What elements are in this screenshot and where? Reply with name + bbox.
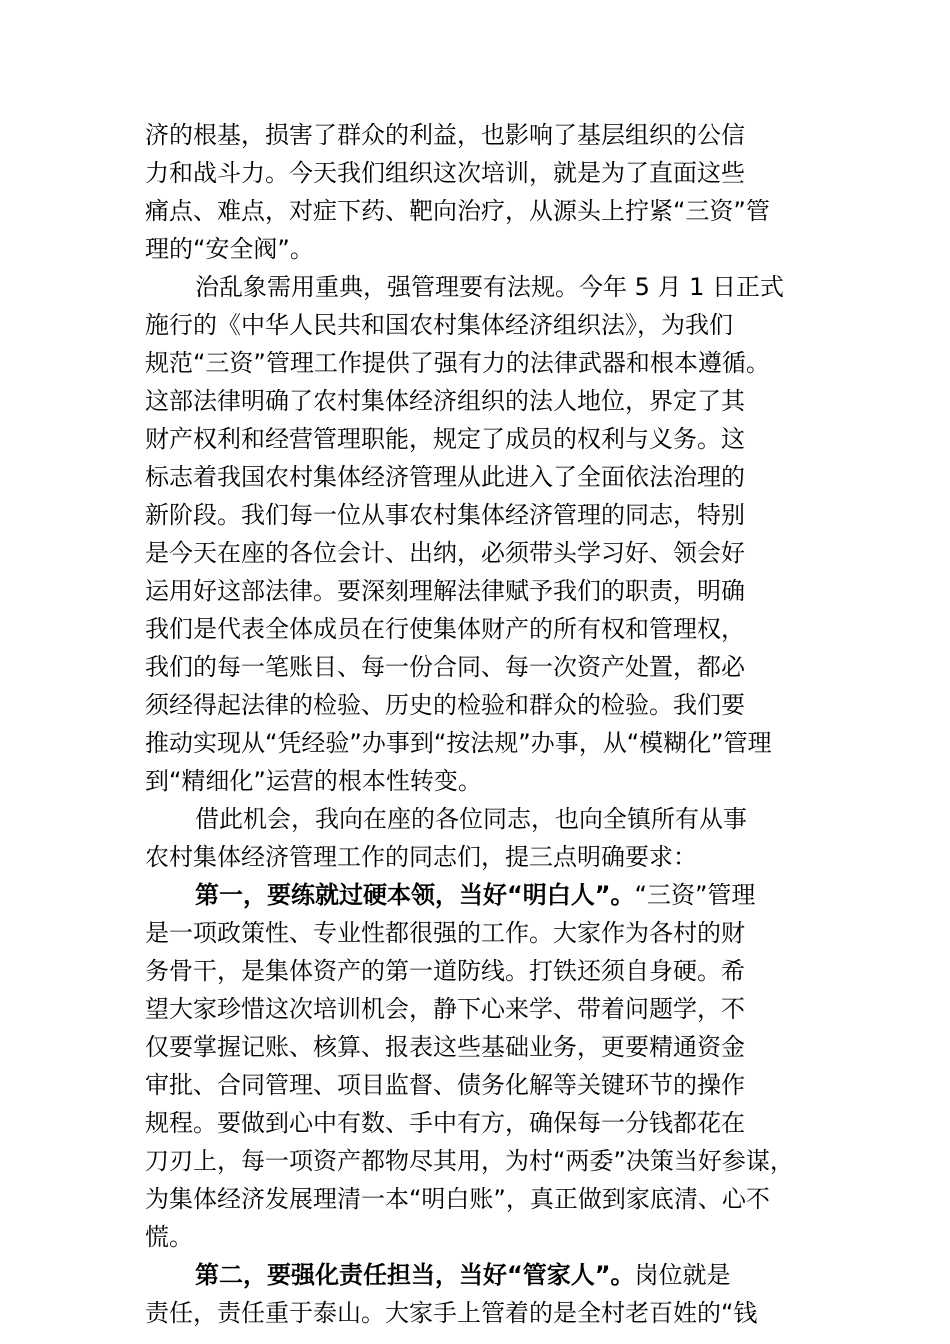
text-line: 须经得起法律的检验、历史的检验和群众的检验。我们要 — [145, 691, 745, 719]
requirement-two-line — [145, 1256, 807, 1294]
text-line: 标志着我国农村集体经济管理从此进入了全面依法治理的 — [145, 463, 745, 491]
paragraph-first-line: 借此机会，我向在座的各位同志，也向全镇所有从事 — [195, 805, 747, 833]
text-line: 到“精细化”运营的根本性转变。 — [145, 767, 482, 795]
text-line: 新阶段。我们每一位从事农村集体经济管理的同志，特别 — [145, 501, 745, 529]
text-line: 仅要掌握记账、核算、报表这些基础业务，更要精通资金 — [145, 1033, 745, 1061]
text-line: 这部法律明确了农村集体经济组织的法人地位，界定了其 — [145, 387, 745, 415]
text-line: 是今天在座的各位会计、出纳，必须带头学习好、领会好 — [145, 539, 745, 567]
document-body — [145, 116, 807, 1332]
text-line: 规程。要做到心中有数、手中有方，确保每一分钱都花在 — [145, 1109, 745, 1137]
text-line: 慌。 — [145, 1223, 193, 1251]
text-line: 务骨干，是集体资产的第一道防线。打铁还须自身硬。希 — [145, 957, 745, 985]
requirement-one-text: “三资”管理 — [634, 881, 756, 909]
text-line: 刀刃上，每一项资产都物尽其用，为村“两委”决策当好参谋， — [145, 1147, 794, 1175]
text-line: 我们是代表全体成员在行使集体财产的所有权和管理权， — [145, 615, 745, 643]
text-line: 是一项政策性、专业性都很强的工作。大家作为各村的财 — [145, 919, 745, 947]
text-line: 农村集体经济管理工作的同志们，提三点明确要求： — [145, 843, 697, 871]
text-line: 我们的每一笔账目、每一份合同、每一次资产处置，都必 — [145, 653, 745, 681]
text-line: 痛点、难点，对症下药、靶向治疗，从源头上拧紧“三资”管 — [145, 197, 770, 225]
requirement-two-text: 岗位就是 — [634, 1261, 731, 1289]
requirement-one-line — [145, 876, 807, 914]
text-line: 规范“三资”管理工作提供了强有力的法律武器和根本遵循。 — [145, 349, 770, 377]
text-line: 施行的《中华人民共和国农村集体经济组织法》，为我们 — [145, 311, 733, 339]
requirement-two-heading: 第二，要强化责任担当，当好“管家人”。 — [195, 1261, 635, 1289]
text-line: 责任，责任重于泰山。大家手上管着的是全村老百姓的“钱 — [145, 1299, 758, 1327]
text-line: 审批、合同管理、项目监督、债务化解等关键环节的操作 — [145, 1071, 745, 1099]
text-line: 力和战斗力。今天我们组织这次培训，就是为了直面这些 — [145, 159, 745, 187]
text-line: 为集体经济发展理清一本“明白账”，真正做到家底清、心不 — [145, 1185, 770, 1213]
text-line: 运用好这部法律。要深刻理解法律赋予我们的职责，明确 — [145, 577, 745, 605]
paragraph-first-line: 治乱象需用重典，强管理要有法规。今年 5 月 1 日正式 — [195, 273, 785, 301]
requirement-one-heading: 第一，要练就过硬本领，当好“明白人”。 — [195, 881, 635, 909]
text-line: 济的根基，损害了群众的利益，也影响了基层组织的公信 — [145, 121, 745, 149]
text-line: 望大家珍惜这次培训机会，静下心来学、带着问题学，不 — [145, 995, 745, 1023]
text-line: 理的“安全阀”。 — [145, 235, 314, 263]
text-line: 财产权利和经营管理职能，规定了成员的权利与义务。这 — [145, 425, 745, 453]
text-line: 推动实现从“凭经验”办事到“按法规”办事，从“模糊化”管理 — [145, 729, 772, 757]
